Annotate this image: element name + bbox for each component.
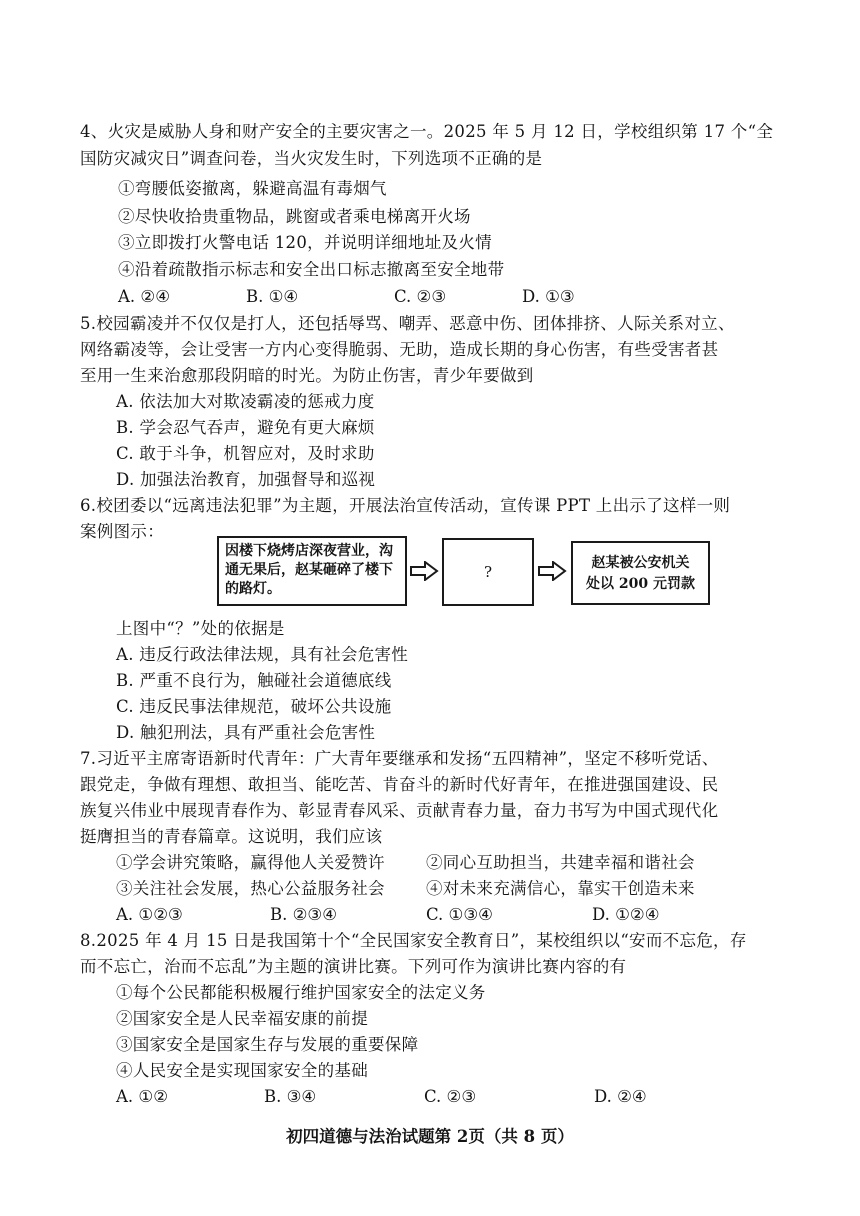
page-footer: 初四道德与法治试题第 2页（共 8 页） xyxy=(286,1127,574,1146)
q7-item-3: ③关注社会发展，热心公益服务社会 xyxy=(116,879,385,898)
q7-item-1: ①学会讲究策略，赢得他人关爱赞许 xyxy=(116,853,385,872)
q4-stem-line-2: 国防灾减灾日”调查问卷，当火灾发生时，下列选项不正确的是 xyxy=(80,149,543,168)
q5-stem-line-3: 至用一生来治愈那段阴暗的时光。为防止伤害，青少年要做到 xyxy=(80,366,534,385)
q5-option-d: D. 加强法治教育，加强督导和巡视 xyxy=(116,470,376,489)
arrow-right-icon xyxy=(409,561,439,581)
q4-item-4: ④沿着疏散指示标志和安全出口标志撤离至安全地带 xyxy=(118,260,505,279)
q6-option-a: A. 违反行政法律法规，具有社会危害性 xyxy=(116,645,409,664)
q5-option-c: C. 敢于斗争，机智应对，及时求助 xyxy=(116,444,375,463)
q7-option-d: D. ①②④ xyxy=(592,905,660,924)
q4-option-c: C. ②③ xyxy=(394,287,447,306)
q4-option-b: B. ①④ xyxy=(246,287,299,306)
q8-option-a: A. ①② xyxy=(116,1087,168,1106)
q8-option-d: D. ②④ xyxy=(594,1087,647,1106)
q4-item-2: ②尽快收拾贵重物品，跳窗或者乘电梯离开火场 xyxy=(118,207,471,226)
q4-item-1: ①弯腰低姿撤离，躲避高温有毒烟气 xyxy=(118,179,387,198)
q7-stem-line-4: 挺膺担当的青春篇章。这说明，我们应该 xyxy=(80,827,383,846)
q7-option-a: A. ①②③ xyxy=(116,905,183,924)
q5-stem-line-1: 5.校园霸凌并不仅仅是打人，还包括辱骂、嘲弄、恶意中伤、团体排挤、人际关系对立、 xyxy=(80,314,735,333)
q8-option-c: C. ②③ xyxy=(424,1087,477,1106)
q7-option-b: B. ②③④ xyxy=(270,905,337,924)
q8-item-3: ③国家安全是国家生存与发展的重要保障 xyxy=(116,1035,419,1054)
q4-option-a: A. ②④ xyxy=(118,287,170,306)
q5-option-a: A. 依法加大对欺凌霸凌的惩戒力度 xyxy=(116,392,375,411)
q6-option-c: C. 违反民事法律规范，破坏公共设施 xyxy=(116,697,392,716)
q8-stem-line-1: 8.2025 年 4 月 15 日是我国第十个“全民国家安全教育日”，某校组织以“安而不忘危，存 xyxy=(80,931,747,950)
q7-stem-line-1: 7.习近平主席寄语新时代青年：广大青年要继承和发扬“五四精神”，坚定不移听党话、 xyxy=(80,749,719,768)
q7-item-4: ④对未来充满信心，靠实干创造未来 xyxy=(426,879,695,898)
q7-stem-line-2: 跟党走，争做有理想、敢担当、能吃苦、肯奋斗的新时代好青年，在推进强国建设、民 xyxy=(80,775,719,794)
q7-stem-line-3: 族复兴伟业中展现青春作为、彰显青春风采、贡献青春力量，奋力书写为中国式现代化 xyxy=(80,801,719,820)
q7-item-2: ②同心互助担当，共建幸福和谐社会 xyxy=(426,853,695,872)
case-basis-box: ? xyxy=(442,538,534,606)
q8-item-4: ④人民安全是实现国家安全的基础 xyxy=(116,1061,368,1080)
q5-stem-line-2: 网络霸凌等，会让受害一方内心变得脆弱、无助，造成长期的身心伤害，有些受害者甚 xyxy=(80,340,719,359)
q6-option-d: D. 触犯刑法，具有严重社会危害性 xyxy=(116,723,376,742)
case-result-box: 赵某被公安机关处以 200 元罚款 xyxy=(571,541,710,605)
q6-stem-line-2: 案例图示： xyxy=(80,522,164,541)
q7-option-c: C. ①③④ xyxy=(426,905,493,924)
q6-option-b: B. 严重不良行为，触碰社会道德底线 xyxy=(116,671,392,690)
q5-option-b: B. 学会忍气吞声，避免有更大麻烦 xyxy=(116,418,375,437)
q6-question: 上图中“？”处的依据是 xyxy=(116,619,285,638)
q8-item-2: ②国家安全是人民幸福安康的前提 xyxy=(116,1009,368,1028)
q4-stem-line-1: 4、火灾是威胁人身和财产安全的主要灾害之一。2025 年 5 月 12 日，学校组织第 17 个“全 xyxy=(80,122,774,141)
q4-option-d: D. ①③ xyxy=(522,287,575,306)
arrow-right-icon xyxy=(537,561,567,581)
q6-stem-line-1: 6.校团委以“远离违法犯罪”为主题，开展法治宣传活动，宣传课 PPT 上出示了这样一则 xyxy=(80,496,731,515)
q8-item-1: ①每个公民都能积极履行维护国家安全的法定义务 xyxy=(116,983,486,1002)
q4-item-3: ③立即拨打火警电话 120，并说明详细地址及火情 xyxy=(118,233,492,252)
case-cause-box: 因楼下烧烤店深夜营业，沟通无果后，赵某砸碎了楼下的路灯。 xyxy=(217,536,407,606)
q8-stem-line-2: 而不忘亡，治而不忘乱”为主题的演讲比赛。下列可作为演讲比赛内容的有 xyxy=(80,957,627,976)
q8-option-b: B. ③④ xyxy=(264,1087,317,1106)
